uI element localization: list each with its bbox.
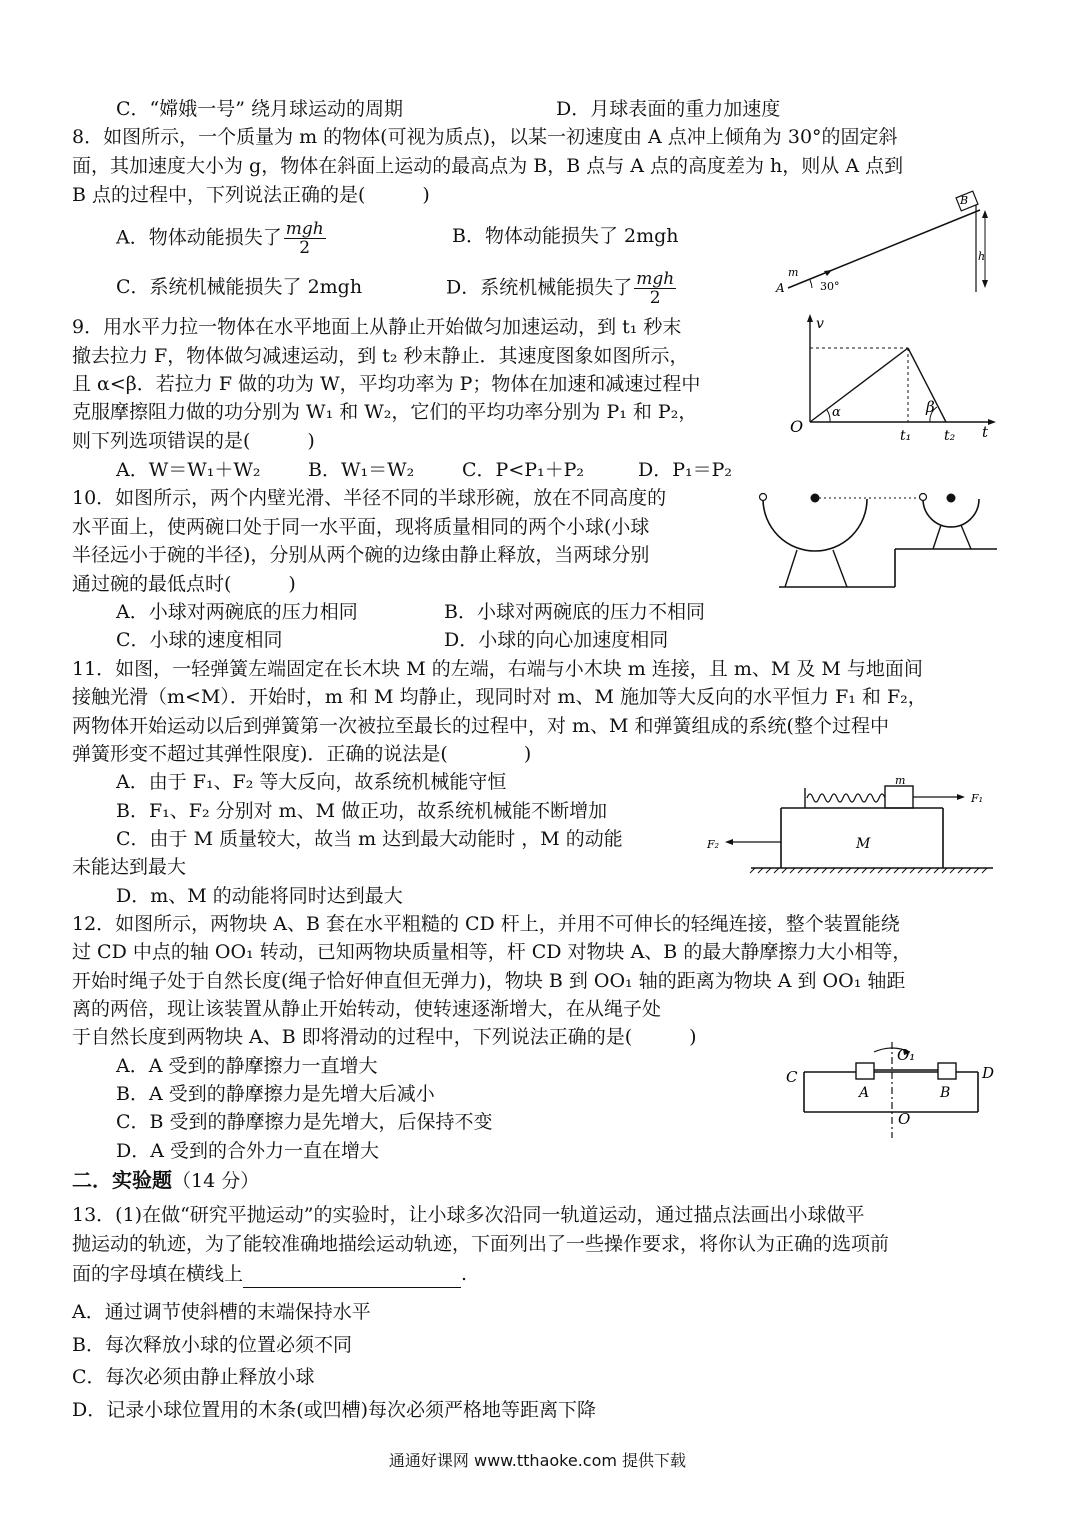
q11-stem-line-4: 弹簧形变不超过其弹性限度)．正确的说法是( ) bbox=[72, 743, 532, 765]
footer: 通通好课网 www.tthaoke.com 提供下载 bbox=[388, 1451, 687, 1470]
q13-option-b: B．每次释放小球的位置必须不同 bbox=[72, 1334, 352, 1356]
q9-stem-line-4: 克服摩擦阻力做的功分别为 W₁ 和 W₂，它们的平均功率分别为 P₁ 和 P₂， bbox=[72, 401, 698, 423]
q8-option-d bbox=[446, 270, 676, 307]
section-heading bbox=[72, 1166, 259, 1195]
fig9-t1: t₁ bbox=[900, 428, 912, 444]
fig9-t2: t₂ bbox=[944, 428, 956, 444]
q12-stem-line-2: 过 CD 中点的轴 OO₁ 转动，已知两物块质量相等，杆 CD 对物块 A、B 的最大静摩擦力大小相等， bbox=[72, 941, 912, 963]
q11-option-d: D．m、M 的动能将同时达到最大 bbox=[116, 885, 403, 907]
fig9-beta: β bbox=[926, 398, 935, 416]
q11-stem-line-2: 接触光滑（m<M）．开始时，m 和 M 均静止，现同时对 m、M 施加等大反向的水平恒力 F₁ 和 F₂， bbox=[72, 686, 927, 708]
q9-option-d: D．P₁＝P₂ bbox=[638, 459, 733, 481]
q12-option-b: B．A 受到的静摩擦力是先增大后减小 bbox=[116, 1083, 435, 1105]
q8-option-d-text: D．系统机械能损失了 bbox=[446, 276, 633, 299]
q9-stem-line-3: 且 α<β．若拉力 F 做的功为 W，平均功率为 P；物体在加速和减速过程中 bbox=[72, 373, 701, 395]
fig9-origin: O bbox=[790, 417, 804, 436]
q12-option-d: D．A 受到的合外力一直在增大 bbox=[116, 1140, 379, 1162]
q12-stem-line-5: 于自然长度到两物块 A、B 即将滑动的过程中，下列说法正确的是( ) bbox=[72, 1026, 697, 1048]
fig12-label-o1: O₁ bbox=[897, 1046, 916, 1064]
q10-stem-line-2: 水平面上，使两碗口处于同一水平面，现将质量相同的两个小球(小球 bbox=[72, 516, 650, 538]
q8-stem-line-3: B 点的过程中，下列说法正确的是( ) bbox=[72, 184, 430, 206]
section-title: 二．实验题 bbox=[72, 1168, 172, 1192]
q10-option-a: A．小球对两碗底的压力相同 bbox=[116, 601, 358, 623]
fig8-incline-diagram bbox=[770, 188, 1010, 298]
q8-stem-line-2: 面，其加速度大小为 g，物体在斜面上运动的最高点为 B，B 点与 A 点的高度差为 h，则从 A 点到 bbox=[72, 155, 904, 177]
answer-blank[interactable] bbox=[243, 1267, 461, 1288]
fraction-numerator: mgh bbox=[285, 219, 324, 239]
fig12-label-d: D bbox=[982, 1064, 995, 1082]
q8-option-a-fraction bbox=[284, 220, 326, 257]
q8-option-a bbox=[116, 220, 326, 257]
fig12-rotating-rod-diagram bbox=[782, 1040, 1002, 1140]
q12-option-a: A．A 受到的静摩擦力一直增大 bbox=[116, 1055, 378, 1077]
q9-option-a: A．W＝W₁＋W₂ bbox=[116, 459, 261, 481]
fig8-label-b: B bbox=[960, 194, 969, 207]
q9-stem-line-2: 撤去拉力 F，物体做匀减速运动，到 t₂ 秒末静止．其速度图象如图所示， bbox=[72, 345, 689, 367]
section-points: （14 分） bbox=[172, 1170, 260, 1192]
q8-option-c: C．系统机械能损失了 2mgh bbox=[116, 276, 363, 298]
fig11-label-f1: F₁ bbox=[971, 792, 984, 805]
fig8-label-m: m bbox=[788, 266, 799, 279]
fig12-label-a: A bbox=[859, 1085, 870, 1101]
q10-option-b: B．小球对两碗底的压力不相同 bbox=[444, 601, 705, 623]
fig9-velocity-graph bbox=[780, 312, 1005, 447]
q11-option-c-cont: 未能达到最大 bbox=[72, 856, 187, 878]
q13-option-c: C．每次必须由静止释放小球 bbox=[72, 1366, 315, 1388]
q13-stem-line-3-text: 面的字母填在横线上 bbox=[72, 1263, 244, 1285]
fraction-denominator: 2 bbox=[299, 238, 311, 258]
q13-stem-line-3: 面的字母填在横线上 . bbox=[72, 1260, 467, 1288]
fig9-alpha: α bbox=[832, 405, 841, 420]
q13-option-d: D．记录小球位置用的木条(或凹槽)每次必须严格地等距离下降 bbox=[72, 1399, 597, 1421]
q7-option-d: D．月球表面的重力加速度 bbox=[556, 98, 781, 120]
q8-option-b: B．物体动能损失了 2mgh bbox=[452, 225, 679, 247]
q7-option-c: C．“嫦娥一号” 绕月球运动的周期 bbox=[116, 98, 404, 120]
q12-stem-line-4: 离的两倍，现让该装置从静止开始转动，使转速逐渐增大，在从绳子处 bbox=[72, 998, 662, 1020]
q9-stem-line-1: 9．用水平力拉一物体在水平地面上从静止开始做匀加速运动，到 t₁ 秒末 bbox=[72, 316, 682, 338]
q11-option-a: A．由于 F₁、F₂ 等大反向，故系统机械能守恒 bbox=[116, 771, 507, 793]
fig8-label-h: h bbox=[978, 250, 986, 263]
q13-stem-line-2: 抛运动的轨迹，为了能较准确地描绘运动轨迹，下面列出了一些操作要求，将你认为正确的选项前 bbox=[72, 1233, 890, 1255]
fig10-bowls-diagram bbox=[755, 485, 1005, 597]
q10-stem-line-1: 10．如图所示，两个内壁光滑、半径不同的半球形碗，放在不同高度的 bbox=[72, 487, 667, 509]
fig11-spring-diagram bbox=[703, 772, 1003, 874]
q8-option-a-text: A．物体动能损失了 bbox=[116, 226, 282, 249]
q9-option-c: C．P<P₁＋P₂ bbox=[462, 459, 585, 481]
q8-option-d-fraction bbox=[634, 270, 676, 307]
q11-stem-line-1: 11．如图，一轻弹簧左端固定在长木块 M 的左端，右端与小木块 m 连接，且 m、M 及 M 与地面间 bbox=[72, 658, 923, 680]
fig12-label-c: C bbox=[786, 1068, 798, 1086]
q8-stem-line-1: 8．如图所示，一个质量为 m 的物体(可视为质点)，以某一初速度由 A 点冲上倾角为 30°的固定斜 bbox=[72, 126, 898, 148]
q10-option-c: C．小球的速度相同 bbox=[116, 629, 283, 651]
q12-stem-line-3: 开始时绳子处于自然长度(绳子恰好伸直但无弹力)，物块 B 到 OO₁ 轴的距离为物块 A 到 OO₁ 轴距 bbox=[72, 970, 906, 992]
fig9-axis-v: v bbox=[816, 316, 824, 332]
q12-option-c: C．B 受到的静摩擦力是先增大，后保持不变 bbox=[116, 1111, 493, 1133]
q12-stem-line-1: 12．如图所示，两物块 A、B 套在水平粗糙的 CD 杆上，并用不可伸长的轻绳连接，整个装置能绕 bbox=[72, 913, 900, 935]
q10-stem-line-4: 通过碗的最低点时( ) bbox=[72, 573, 296, 595]
q13-option-a: A．通过调节使斜槽的末端保持水平 bbox=[72, 1301, 371, 1323]
q9-stem-line-5: 则下列选项错误的是( ) bbox=[72, 430, 315, 452]
q10-stem-line-3: 半径远小于碗的半径)，分别从两个碗的边缘由静止释放，当两球分别 bbox=[72, 544, 650, 566]
q11-option-c: C．由于 M 质量较大，故当 m 达到最大动能时 ，M 的动能 bbox=[116, 828, 623, 850]
fig12-label-b: B bbox=[940, 1085, 951, 1101]
q11-stem-line-3: 两物体开始运动以后到弹簧第一次被拉至最长的过程中，对 m、M 和弹簧组成的系统(整个过程中 bbox=[72, 715, 889, 737]
fraction-numerator: mgh bbox=[636, 269, 675, 289]
fig8-angle-label: 30° bbox=[820, 280, 840, 293]
fig11-label-m: m bbox=[895, 774, 906, 787]
q10-option-d: D．小球的向心加速度相同 bbox=[444, 629, 669, 651]
fig9-axis-t: t bbox=[982, 423, 989, 441]
fig11-label-f2: F₂ bbox=[707, 838, 720, 851]
fig12-label-o: O bbox=[898, 1110, 911, 1128]
q11-option-b: B．F₁、F₂ 分别对 m、M 做正功，故系统机械能不断增加 bbox=[116, 800, 608, 822]
q9-option-b: B．W₁＝W₂ bbox=[308, 459, 415, 481]
fig11-label-mm: M bbox=[856, 836, 871, 852]
fraction-denominator: 2 bbox=[649, 288, 661, 308]
fig8-label-a: A bbox=[776, 281, 785, 295]
q13-stem-line-1: 13．(1)在做“研究平抛运动”的实验时，让小球多次沿同一轨道运动，通过描点法画出小球做平 bbox=[72, 1204, 865, 1226]
